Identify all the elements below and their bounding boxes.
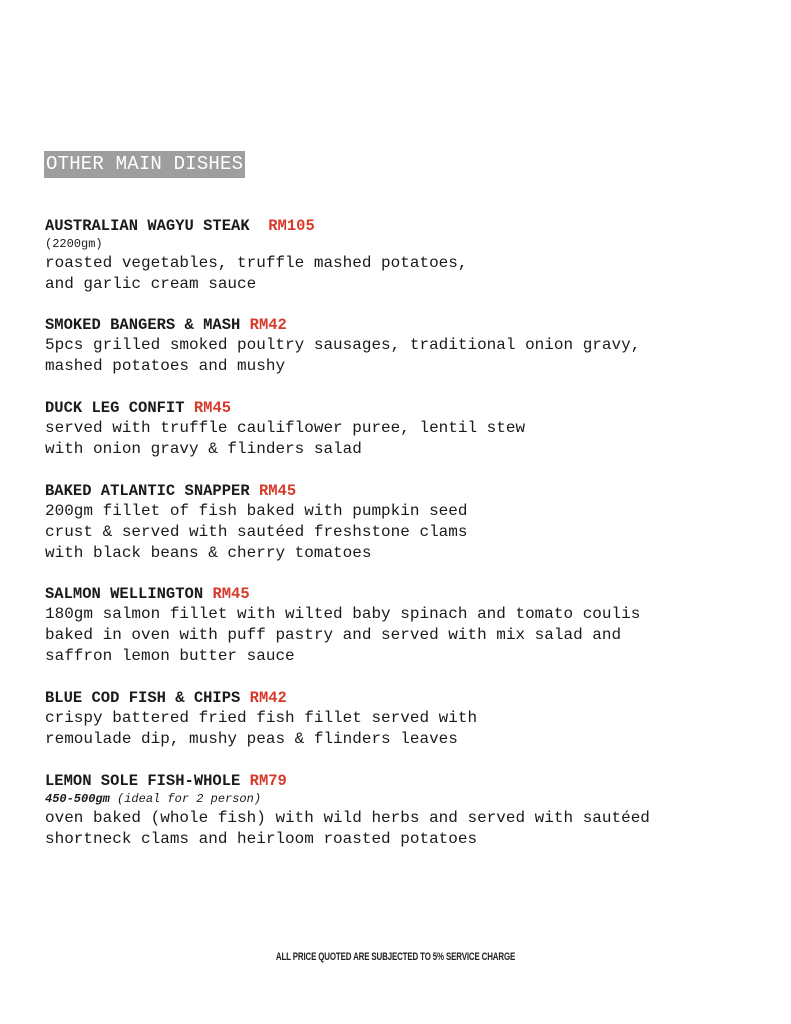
dish-description-line: remoulade dip, mushy peas & flinders leaves [45, 730, 458, 748]
dish-description-line: oven baked (whole fish) with wild herbs and served with sautéed [45, 809, 650, 827]
menu-item-bangers-mash [45, 315, 765, 377]
dish-description-line: shortneck clams and heirloom roasted potatoes [45, 830, 478, 848]
dish-name: SMOKED BANGERS & MASH [45, 316, 241, 334]
menu-item-lemon-sole [45, 771, 765, 850]
dish-weight: 450-500gm [45, 792, 110, 806]
dish-description-line: served with truffle cauliflower puree, lentil stew [45, 419, 526, 437]
dish-description-line: baked in oven with puff pastry and served with mix salad and [45, 626, 622, 644]
dish-name: LEMON SOLE FISH-WHOLE [45, 772, 241, 790]
dish-description-line: 200gm fillet of fish baked with pumpkin seed [45, 502, 468, 520]
dish-name: BAKED ATLANTIC SNAPPER [45, 482, 250, 500]
dish-price: RM45 [193, 399, 232, 417]
dish-price: RM42 [249, 689, 287, 707]
dish-name: AUSTRALIAN WAGYU STEAK [45, 217, 250, 235]
dish-price: RM105 [268, 217, 315, 235]
dish-serving-note: (ideal for 2 person) [117, 792, 262, 806]
dish-note: (2200gm) [45, 237, 103, 251]
dish-description-line: crispy battered fried fish fillet served with [45, 709, 478, 727]
menu-item-atlantic-snapper [45, 481, 765, 564]
dish-description-line: with onion gravy & flinders salad [45, 440, 362, 458]
dish-description-line: mashed potatoes and mushy [45, 357, 286, 375]
dish-description-line: roasted vegetables, truffle mashed potatoes, [45, 254, 468, 272]
dish-description-line: with black beans & cherry tomatoes [45, 544, 372, 562]
section-title: OTHER MAIN DISHES [44, 151, 245, 178]
dish-description-line: saffron lemon butter sauce [45, 647, 295, 665]
dish-name: DUCK LEG CONFIT [45, 399, 185, 417]
menu-item-salmon-wellington [45, 584, 765, 667]
menu-item-wagyu-steak [45, 216, 765, 295]
dish-name: SALMON WELLINGTON [45, 585, 204, 603]
menu-item-duck-leg-confit [45, 398, 765, 460]
dish-price: RM45 [258, 482, 297, 500]
service-charge-note: ALL PRICE QUOTED ARE SUBJECTED TO 5% SERVICE CHARGE [275, 951, 516, 963]
dish-description-line: and garlic cream sauce [45, 275, 257, 293]
dish-description-line: 180gm salmon fillet with wilted baby spinach and tomato coulis [45, 605, 641, 623]
dish-price: RM79 [249, 772, 287, 790]
dish-name: BLUE COD FISH & CHIPS [45, 689, 241, 707]
dish-price: RM42 [249, 316, 287, 334]
dish-note [45, 791, 765, 808]
menu-item-fish-chips [45, 688, 765, 750]
dish-description-line: crust & served with sautéed freshstone clams [45, 523, 468, 541]
dish-description-line: 5pcs grilled smoked poultry sausages, traditional onion gravy, [45, 336, 641, 354]
dish-price: RM45 [212, 585, 250, 603]
